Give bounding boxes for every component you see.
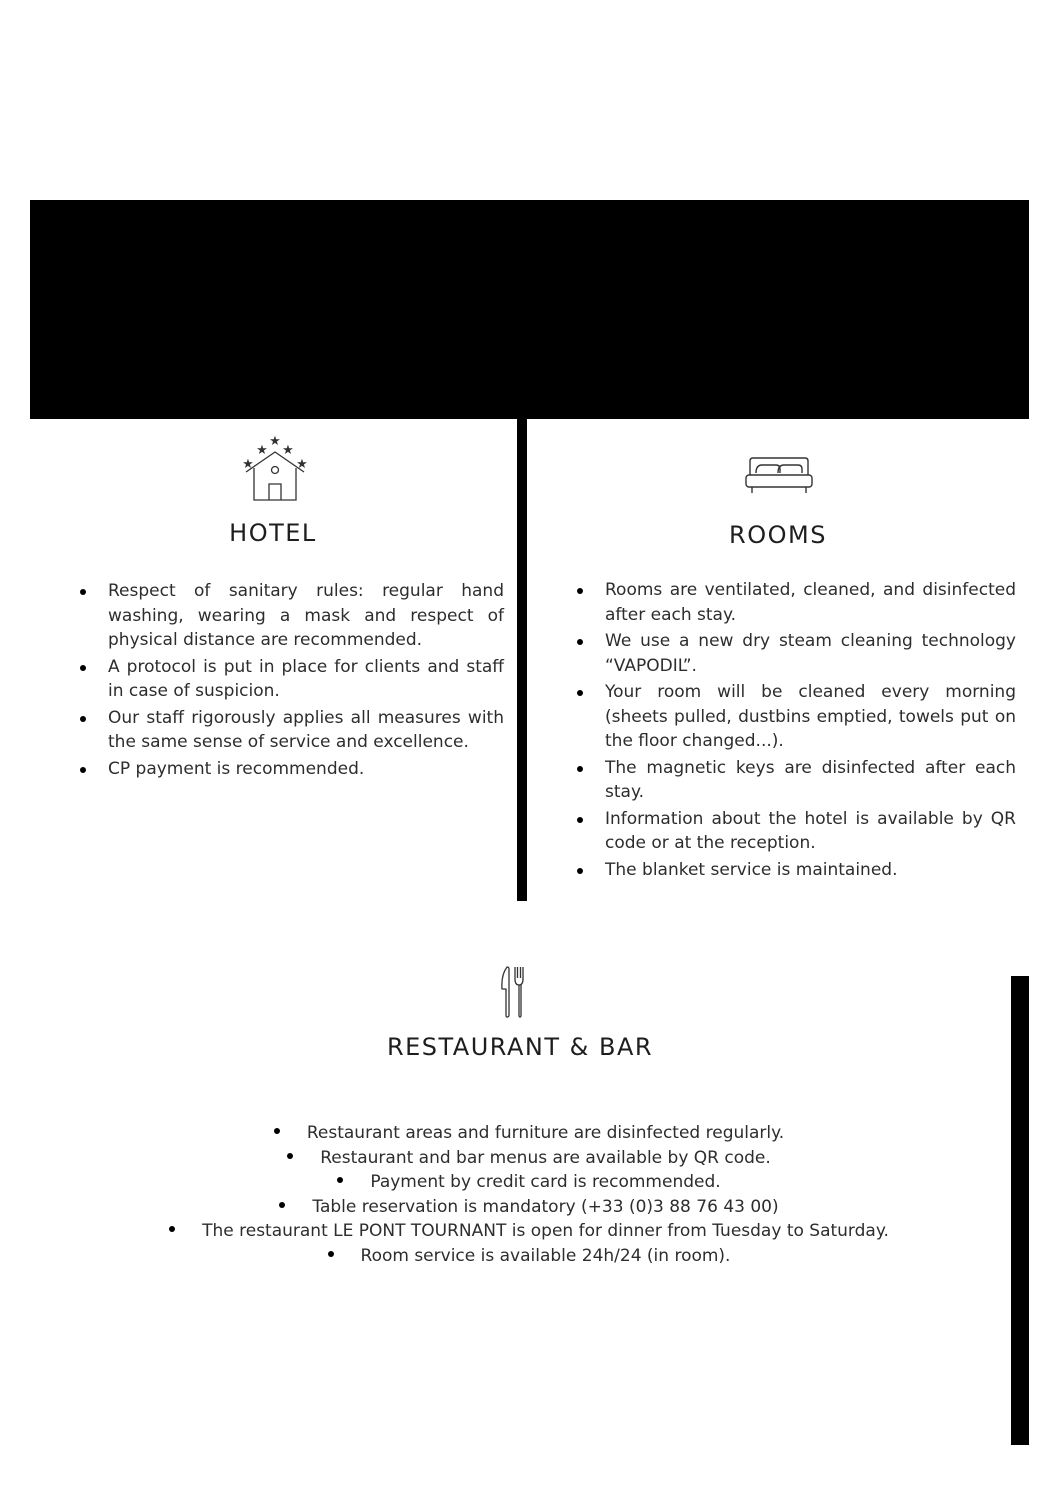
header-banner <box>30 200 1029 419</box>
column-divider <box>517 419 527 901</box>
list-item: Your room will be cleaned every morning (sheets pulled, dustbins emptied, towels put on the floor changed...). <box>605 680 1016 754</box>
list-item: Table reservation is mandatory (+33 (0)3 88 76 43 00) <box>40 1195 1018 1220</box>
list-item: Respect of sanitary rules: regular hand washing, wearing a mask and respect of physical distance are recommended. <box>108 579 504 653</box>
svg-text:★: ★ <box>269 434 281 449</box>
rooms-list <box>605 578 1016 884</box>
restaurant-title: RESTAURANT & BAR <box>386 1033 654 1061</box>
list-item: Payment by credit card is recommended. <box>40 1170 1018 1195</box>
list-item: Our staff rigorously applies all measures with the same sense of service and excellence. <box>108 706 504 755</box>
list-item: We use a new dry steam cleaning technology “VAPODIL”. <box>605 629 1016 678</box>
svg-text:★: ★ <box>282 443 294 458</box>
hotel-title: HOTEL <box>229 519 317 547</box>
bed-icon <box>744 456 814 496</box>
restaurant-list <box>40 1121 1018 1269</box>
svg-text:★: ★ <box>242 457 254 472</box>
list-item: Information about the hotel is available by QR code or at the reception. <box>605 807 1016 856</box>
list-item: The blanket service is maintained. <box>605 858 1016 883</box>
list-item: Room service is available 24h/24 (in room). <box>40 1244 1018 1269</box>
hotel-list <box>108 579 504 783</box>
list-item: CP payment is recommended. <box>108 757 504 782</box>
knife-fork-icon <box>499 965 527 1019</box>
list-item: Restaurant areas and furniture are disinfected regularly. <box>40 1121 1018 1146</box>
list-item: Restaurant and bar menus are available by QR code. <box>40 1146 1018 1171</box>
list-item: The restaurant LE PONT TOURNANT is open for dinner from Tuesday to Saturday. <box>40 1219 1018 1244</box>
list-item: A protocol is put in place for clients and staff in case of suspicion. <box>108 655 504 704</box>
list-item: Rooms are ventilated, cleaned, and disinfected after each stay. <box>605 578 1016 627</box>
svg-text:★: ★ <box>256 443 268 458</box>
hotel-stars-icon <box>238 432 314 504</box>
rooms-title: ROOMS <box>729 521 827 549</box>
list-item: The magnetic keys are disinfected after each stay. <box>605 756 1016 805</box>
svg-text:★: ★ <box>296 457 308 472</box>
